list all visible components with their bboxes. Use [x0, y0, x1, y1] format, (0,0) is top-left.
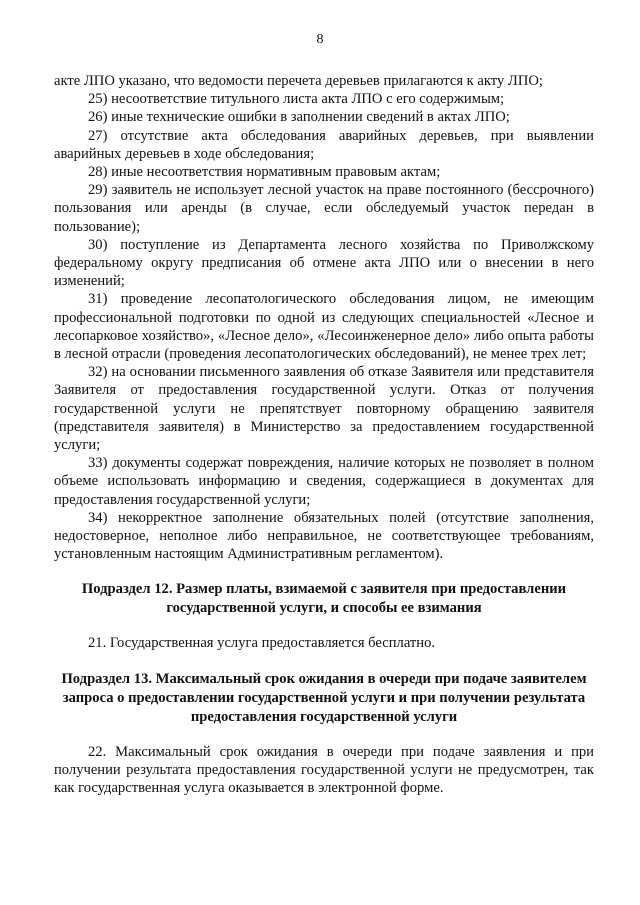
list-item-28: 28) иные несоответствия нормативным правовым актам; [88, 164, 441, 181]
spacer [54, 727, 594, 743]
page-number: 8 [316, 32, 324, 47]
document-body [54, 72, 594, 797]
subsection-13-text: 22. Максимальный срок ожидания в очереди при подаче заявления и при получении результата предоставления государственной услуги не предусмотрен, так как государственная услуга оказывается в электронной форме. [54, 743, 594, 797]
spacer [54, 618, 594, 634]
subsection-12-heading: Подраздел 12. Размер платы, взимаемой с заявителя при предоставлении государственной услуги, и способы ее взимания [81, 581, 567, 617]
list-item-32: 32) на основании письменного заявления об отказе Заявителя или представителя Заявителя от предоставления государственной услуги. Отказ от получения государственной услуги не препятствует повторному обращению заявителя (представителя заявителя) в Министерство за предоставлением государственной услуги; [54, 364, 594, 454]
list-item-33: 33) документы содержат повреждения, наличие которых не позволяет в полном объеме использовать информацию и сведения, содержащиеся в документах для предоставления государственной услуги; [54, 455, 594, 508]
list-item-30: 30) поступление из Департамента лесного хозяйства по Приволжскому федеральному округу предписания об отмене акта ЛПО или о внесении в него изменений; [54, 236, 594, 290]
subsection-12-text: 21. Государственная услуга предоставляется бесплатно. [88, 635, 436, 652]
list-item-31: 31) проведение лесопатологического обследования лицом, не имеющим профессиональной подготовки по одной из следующих специальностей «Лесное и лесопарковое хозяйство», «Лесное дело», «Лесоинженерное дело» либо опыта работы в лесной отрасли (проведения лесопатологических обследований), не менее трех лет; [54, 291, 594, 363]
list-item-34: 34) некорректное заполнение обязательных полей (отсутствие заполнения, недостоверное, неполное либо неправильное, не соответствующее требованиям, установленным настоящим Административным регламентом). [54, 509, 594, 563]
paragraph-continuation: акте ЛПО указано, что ведомости перечета деревьев прилагаются к акту ЛПО; [54, 73, 543, 89]
subsection-13-heading: Подраздел 13. Максимальный срок ожидания в очереди при подаче заявителем запроса о предоставлении государственной услуги и при получении результата предоставления государственной услуги [61, 670, 587, 725]
list-item-25: 25) несоответствие титульного листа акта ЛПО с его содержимым; [88, 91, 505, 108]
spacer [54, 653, 594, 670]
spacer [54, 563, 594, 580]
list-item-26: 26) иные технические ошибки в заполнении сведений в актах ЛПО; [88, 109, 510, 126]
list-item-29: 29) заявитель не использует лесной участок на праве постоянного (бессрочного) пользования или аренды (в случае, если обследуемый участок передан в пользование); [54, 182, 594, 235]
list-item-27: 27) отсутствие акта обследования аварийных деревьев, при выявлении аварийных деревьев в ходе обследования; [54, 127, 594, 162]
